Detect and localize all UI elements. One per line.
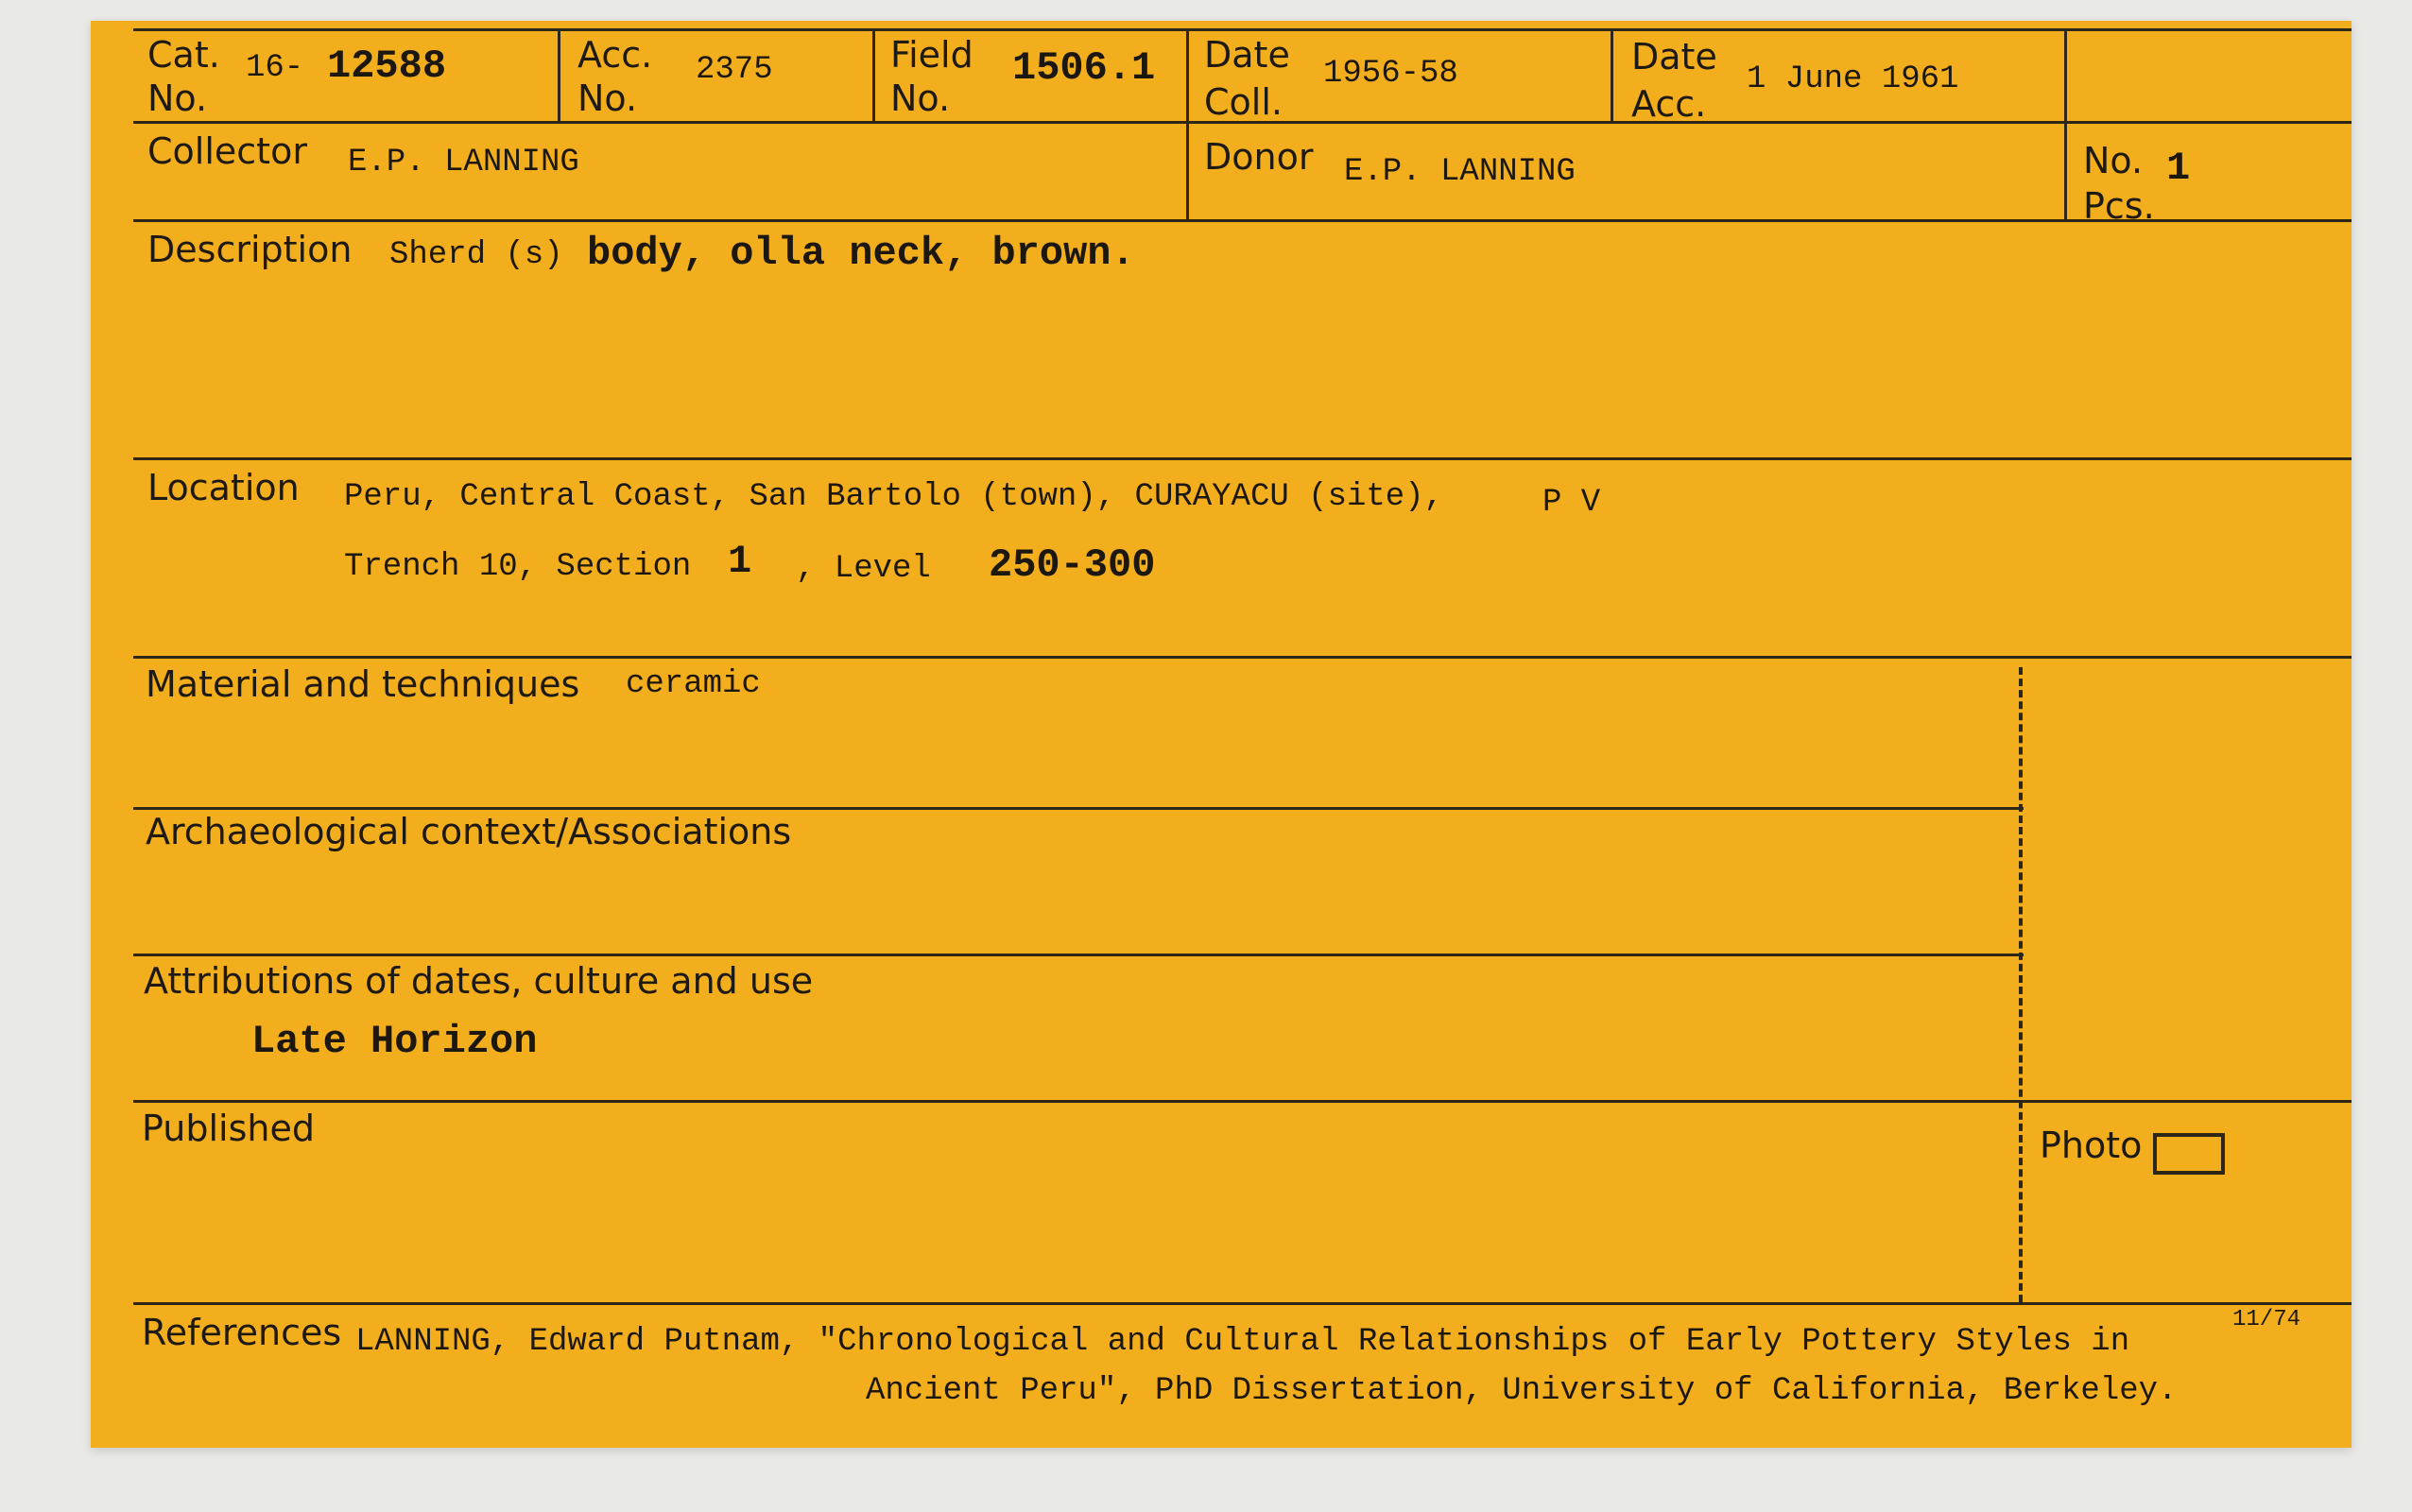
date-accessioned: 1 June 1961 bbox=[1747, 61, 1959, 97]
location-code: P V bbox=[1542, 485, 1601, 521]
date-collected: 1956-58 bbox=[1323, 56, 1458, 92]
collector-value: E.P. LANNING bbox=[348, 145, 579, 180]
acc-number: 2375 bbox=[696, 52, 773, 88]
cat-number: 12588 bbox=[327, 43, 447, 89]
cat-prefix: 16- bbox=[246, 50, 304, 86]
acc-label: Acc. bbox=[577, 34, 653, 76]
photo-checkbox bbox=[2153, 1133, 2225, 1175]
line-published-bottom bbox=[133, 1302, 2352, 1305]
divider-dateacc-blank bbox=[2064, 28, 2067, 222]
cat-label-no: No. bbox=[147, 77, 208, 119]
references-label: References bbox=[142, 1312, 342, 1353]
line-description-bottom bbox=[133, 457, 2352, 460]
description-prefix: Sherd (s) bbox=[389, 237, 563, 273]
donor-label: Donor bbox=[1204, 136, 1314, 178]
location-label: Location bbox=[147, 467, 300, 508]
divider-datecoll-dateacc bbox=[1611, 28, 1613, 123]
location-section: 1 bbox=[728, 539, 752, 584]
catalog-card bbox=[91, 21, 2352, 1448]
card-date: 11/74 bbox=[2232, 1307, 2301, 1332]
description-label: Description bbox=[147, 229, 353, 270]
divider-field-date bbox=[1186, 28, 1189, 222]
location-trench: Trench 10, Section bbox=[344, 549, 692, 585]
material-label: Material and techniques bbox=[146, 663, 580, 705]
pcs-label-2: Pcs. bbox=[2083, 185, 2155, 227]
references-line1: LANNING, Edward Putnam, "Chronological and Cultural Relationships of Early Pottery Styles in bbox=[355, 1324, 2130, 1360]
line-location-bottom bbox=[133, 656, 2352, 659]
date-coll-label-2: Coll. bbox=[1204, 81, 1283, 123]
location-line1: Peru, Central Coast, San Bartolo (town), CURAYACU (site), bbox=[344, 479, 1443, 515]
pcs-label: No. bbox=[2083, 140, 2144, 181]
pcs-count: 1 bbox=[2166, 146, 2191, 191]
collector-label: Collector bbox=[147, 130, 307, 172]
date-acc-label: Date bbox=[1631, 36, 1717, 77]
attribution-value: Late Horizon bbox=[251, 1019, 538, 1064]
line-row2 bbox=[133, 219, 2352, 222]
cat-label: Cat. bbox=[147, 34, 220, 76]
references-line2: Ancient Peru", PhD Dissertation, University of California, Berkeley. bbox=[866, 1373, 2178, 1409]
attributions-label: Attributions of dates, culture and use bbox=[144, 960, 814, 1002]
field-label: Field bbox=[890, 34, 973, 76]
divider-acc-field bbox=[872, 28, 875, 123]
published-label: Published bbox=[142, 1108, 315, 1149]
date-acc-label-2: Acc. bbox=[1631, 83, 1707, 125]
material-value: ceramic bbox=[626, 666, 761, 702]
photo-label: Photo bbox=[2040, 1125, 2143, 1166]
field-label-no: No. bbox=[890, 77, 951, 119]
divider-cat-acc bbox=[558, 28, 560, 123]
dashed-divider bbox=[2019, 667, 2023, 1302]
description-text: body, olla neck, brown. bbox=[587, 231, 1135, 276]
location-level: 250-300 bbox=[989, 542, 1156, 588]
date-coll-label: Date bbox=[1204, 34, 1290, 76]
context-label: Archaeological context/Associations bbox=[146, 811, 792, 852]
location-level-label: , Level bbox=[796, 551, 931, 587]
field-number: 1506.1 bbox=[1012, 45, 1156, 91]
donor-value: E.P. LANNING bbox=[1344, 154, 1576, 190]
acc-label-no: No. bbox=[577, 77, 638, 119]
